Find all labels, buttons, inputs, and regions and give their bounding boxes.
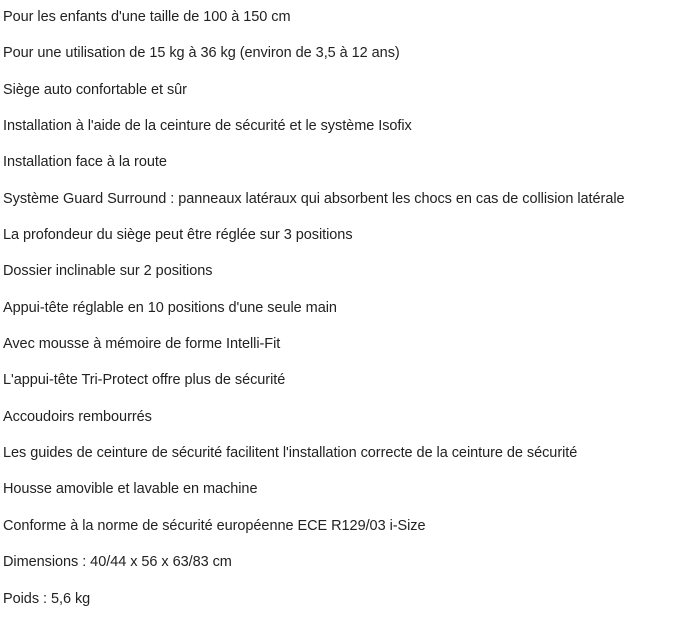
feature-item-washable-cover: Housse amovible et lavable en machine [3, 481, 258, 498]
feature-item-installation-isofix: Installation à l'aide de la ceinture de sécurité et le système Isofix [3, 118, 412, 135]
feature-item-weight-range: Pour une utilisation de 15 kg à 36 kg (environ de 3,5 à 12 ans) [3, 45, 400, 62]
feature-item-comfort: Siège auto confortable et sûr [3, 81, 187, 98]
feature-item-weight: Poids : 5,6 kg [3, 590, 91, 607]
feature-item-belt-guides: Les guides de ceinture de sécurité facilitent l'installation correcte de la ceinture de sécurité [3, 445, 578, 462]
feature-item-guard-surround: Système Guard Surround : panneaux latéraux qui absorbent les chocs en cas de collision latérale [3, 190, 625, 207]
feature-item-recline: Dossier inclinable sur 2 positions [3, 263, 213, 280]
feature-item-height-range: Pour les enfants d'une taille de 100 à 150 cm [3, 9, 291, 25]
feature-item-dimensions: Dimensions : 40/44 x 56 x 63/83 cm [3, 554, 232, 571]
feature-item-forward-facing: Installation face à la route [3, 154, 167, 171]
feature-item-seat-depth: La profondeur du siège peut être réglée sur 3 positions [3, 227, 353, 244]
feature-item-memory-foam: Avec mousse à mémoire de forme Intelli-Fit [3, 336, 281, 353]
feature-item-safety-norm: Conforme à la norme de sécurité européenne ECE R129/03 i-Size [3, 517, 426, 534]
feature-item-armrests: Accoudoirs rembourrés [3, 408, 152, 425]
feature-item-headrest-adjust: Appui-tête réglable en 10 positions d'une seule main [3, 299, 337, 316]
feature-item-tri-protect: L'appui-tête Tri-Protect offre plus de sécurité [3, 372, 286, 389]
product-feature-list [3, 8, 691, 626]
